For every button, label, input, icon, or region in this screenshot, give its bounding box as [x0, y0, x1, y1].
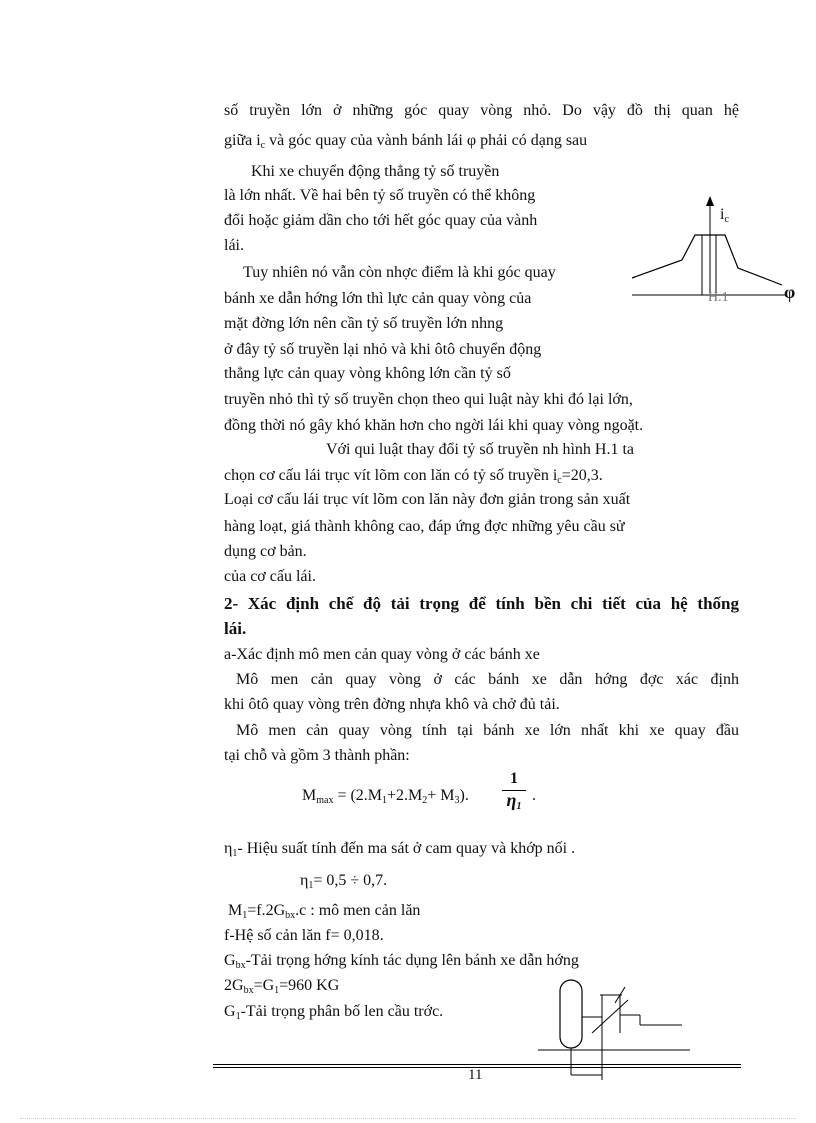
section-heading: 2- Xác định chế độ tải trọng để tính bền chi tiết của hệ thống — [224, 594, 739, 613]
graph-y-arrow — [706, 196, 714, 206]
paragraph-line: thẳng lực cản quay vòng không lớn cần tỷ số — [224, 365, 511, 382]
paragraph-line: ở đây tỷ số truyền lại nhỏ và khi ôtô chuyển động — [224, 341, 542, 358]
paragraph-line: đổi hoặc giảm dần cho tới hết góc quay của vành — [224, 212, 538, 229]
footer-rule — [213, 1064, 741, 1065]
paragraph-line: Khi xe chuyển động thẳng tỷ số truyền — [251, 163, 500, 180]
formula-mmax: $M_{max} = (2.M_1+2.M_2+ M_3)$. — [302, 787, 469, 806]
paragraph-line: a-Xác định mô men cản quay vòng ở các bánh xe — [224, 646, 540, 663]
paragraph-line: đồng thời nó gây khó khăn hơn cho ngời lái khi quay vòng ngoặt. — [224, 417, 644, 434]
paragraph-line: $\eta_1= 0,5 \div 0,7$. — [300, 872, 388, 891]
paragraph-line: tại chỗ và gồm 3 thành phần: — [224, 747, 410, 764]
paragraph-line: dụng cơ bản. — [224, 543, 307, 560]
paragraph-line: lái. — [224, 237, 244, 254]
graph-y-label: $i_c$ — [720, 206, 729, 225]
graph-ratio-curve — [632, 235, 782, 285]
graph-caption: H.1 — [708, 290, 729, 305]
paragraph-line: truyền nhỏ thì tỷ số truyền chọn theo qui luật này khi đó lại lớn, — [224, 391, 633, 408]
paragraph-line: $G_1$-Tải trọng phân bố len cầu trớc. — [224, 1003, 444, 1022]
paragraph-line: f-Hệ số cản lăn f= 0,018. — [224, 927, 384, 944]
section-heading: lái. — [224, 619, 247, 638]
paragraph-line: Mô men cản quay vòng tính tại bánh xe lớn nhất khi xe quay đầu — [236, 722, 739, 739]
graph-x-label: φ — [784, 282, 796, 302]
paragraph-line: bánh xe dẫn hớng lớn thì lực cản quay vòng của — [224, 290, 532, 307]
paragraph-line: hàng loạt, giá thành không cao, đáp ứng đợc những yêu cầu sử — [224, 518, 625, 535]
paragraph-line: $2G_{bx}=G_1=960$ KG — [224, 977, 340, 996]
paragraph-line: Tuy nhiên nó vẫn còn nhợc điểm là khi góc quay — [243, 264, 556, 281]
paragraph-line: chọn cơ cấu lái trục vít lõm con lăn có tỷ số truyền $i_c=20,3$. — [224, 467, 603, 486]
paragraph-line: Loại cơ cấu lái trục vít lõm con lăn này đơn giản trong sản xuất — [224, 491, 631, 508]
paragraph-line: khi ôtô quay vòng trên đờng nhựa khô và chở đủ tải. — [224, 696, 560, 713]
paragraph-line: Với qui luật thay đổi tỷ số truyền nh hình H.1 ta — [326, 441, 634, 458]
paragraph-line: $G_{bx}$-Tải trọng hớng kính tác dụng lên bánh xe dẫn hớng — [224, 952, 579, 971]
paragraph-line: $M_1=f.2G_{bx}.c$ : mô men cản lăn — [228, 902, 421, 921]
formula-period: . — [532, 787, 536, 804]
formula-fraction: 1 $\eta_1$ — [496, 770, 532, 809]
paragraph-line: là lớn nhất. Về hai bên tỷ số truyền có thể không — [224, 187, 536, 204]
paragraph-line: số truyền lớn ở những góc quay vòng nhỏ. Do vậy đồ thị quan hệ — [224, 102, 739, 119]
wheel-shape — [560, 980, 582, 1048]
page-number: 11 — [468, 1067, 483, 1083]
steering-sketch — [530, 975, 690, 1085]
paragraph-line: giữa $i_c$ và góc quay của vành bánh lái φ phải có dạng sau — [224, 132, 588, 151]
page-edge — [20, 1118, 796, 1119]
paragraph-line: của cơ cấu lái. — [224, 568, 316, 585]
paragraph-line: mặt đờng lớn nên cần tỷ số truyền lớn nhng — [224, 315, 504, 332]
paragraph-line: $\eta_1-$ Hiệu suất tính đến ma sát ở cam quay và khớp nối . — [224, 840, 576, 859]
paragraph-line: Mô men cản quay vòng ở các bánh xe dẫn hớng đợc xác định — [236, 671, 739, 688]
